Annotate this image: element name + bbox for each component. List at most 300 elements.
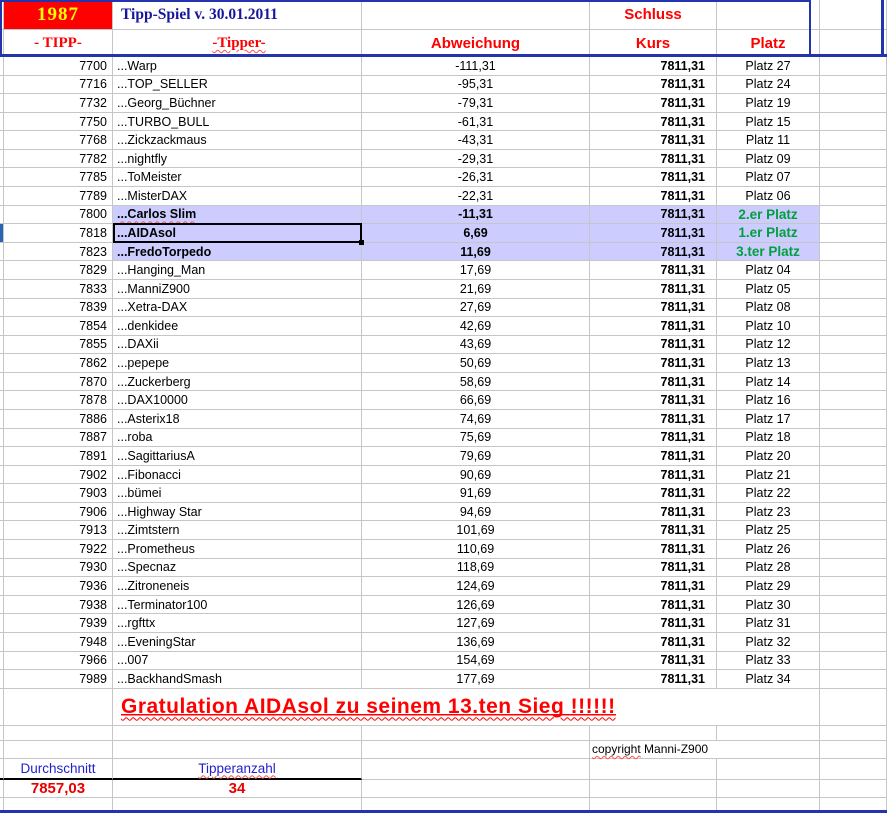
cell-tipper[interactable] <box>113 224 362 242</box>
cell-right-margin[interactable] <box>820 131 887 149</box>
cell-right-margin[interactable] <box>820 484 887 502</box>
cell-tipper[interactable] <box>113 447 362 465</box>
cell-platz[interactable]: Platz 18 <box>717 429 820 447</box>
empty-cell[interactable] <box>362 780 590 797</box>
empty-cell[interactable] <box>717 759 820 780</box>
table-row[interactable] <box>0 261 887 280</box>
cell-tipper[interactable] <box>113 94 362 112</box>
cell-right-margin[interactable] <box>820 280 887 298</box>
table-row[interactable] <box>0 652 887 671</box>
cell-right-margin[interactable] <box>820 243 887 261</box>
cell-tipp[interactable]: 7887 <box>4 429 113 447</box>
tipper-name: ...ManniZ900 <box>117 281 190 296</box>
cell-tipper[interactable] <box>113 503 362 521</box>
cell-platz[interactable]: Platz 23 <box>717 503 820 521</box>
cell-right-margin[interactable] <box>820 614 887 632</box>
header-empty-cell[interactable] <box>820 0 887 29</box>
cell-platz[interactable]: 3.ter Platz <box>717 243 820 261</box>
durchschnitt-value-cell[interactable] <box>4 780 113 797</box>
tipp-column-header[interactable] <box>4 30 113 57</box>
cell-kurs[interactable]: 7811,31 <box>590 391 717 409</box>
cell-platz[interactable]: Platz 19 <box>717 94 820 112</box>
cell-kurs[interactable]: 7811,31 <box>590 373 717 391</box>
cell-right-margin[interactable] <box>820 652 887 670</box>
tipper-name: ...Specnaz <box>117 560 177 575</box>
table-row[interactable] <box>0 521 887 540</box>
cell-right-margin[interactable] <box>820 466 887 484</box>
cell-kurs[interactable]: 7811,31 <box>590 429 717 447</box>
cell-tipp[interactable]: 7930 <box>4 559 113 577</box>
cell-abweichung[interactable]: -43,31 <box>362 131 590 149</box>
empty-cell[interactable] <box>113 726 362 740</box>
cell-platz[interactable]: Platz 24 <box>717 76 820 94</box>
cell-tipper[interactable] <box>113 484 362 502</box>
table-row[interactable] <box>0 317 887 336</box>
cell-abweichung[interactable]: 42,69 <box>362 317 590 335</box>
tipper-name: ...Hanging_Man <box>117 263 206 278</box>
table-row[interactable] <box>0 206 887 225</box>
tipper-name: ...Highway Star <box>117 504 202 519</box>
cell-tipp[interactable]: 7854 <box>4 317 113 335</box>
empty-cell[interactable] <box>590 759 717 780</box>
empty-cell[interactable] <box>820 726 887 740</box>
table-row[interactable] <box>0 354 887 373</box>
cell-tipp[interactable]: 7939 <box>4 614 113 632</box>
cell-tipp[interactable]: 7768 <box>4 131 113 149</box>
cell-tipper[interactable] <box>113 466 362 484</box>
cell-abweichung[interactable]: 118,69 <box>362 559 590 577</box>
cell-tipp[interactable]: 7833 <box>4 280 113 298</box>
table-row[interactable] <box>0 577 887 596</box>
cell-tipper[interactable] <box>113 317 362 335</box>
cell-tipper[interactable] <box>113 614 362 632</box>
cell-tipper[interactable] <box>113 521 362 539</box>
tipper-column-header[interactable] <box>113 30 362 57</box>
header-empty-cell[interactable] <box>820 30 887 57</box>
cell-platz[interactable]: Platz 34 <box>717 670 820 688</box>
table-row[interactable] <box>0 540 887 559</box>
cell-tipp[interactable]: 7989 <box>4 670 113 688</box>
cell-kurs[interactable]: 7811,31 <box>590 559 717 577</box>
table-row[interactable] <box>0 391 887 410</box>
cell-platz[interactable]: Platz 10 <box>717 317 820 335</box>
cell-kurs[interactable]: 7811,31 <box>590 354 717 372</box>
cell-platz[interactable]: Platz 17 <box>717 410 820 428</box>
table-row[interactable] <box>0 187 887 206</box>
cell-right-margin[interactable] <box>820 391 887 409</box>
empty-cell[interactable] <box>4 689 113 725</box>
cell-abweichung[interactable]: 124,69 <box>362 577 590 595</box>
cell-tipper[interactable] <box>113 354 362 372</box>
cell-platz[interactable]: Platz 20 <box>717 447 820 465</box>
table-row[interactable] <box>0 224 887 243</box>
cell-platz[interactable]: Platz 33 <box>717 652 820 670</box>
tipper-name: ...Prometheus <box>117 541 195 556</box>
cell-right-margin[interactable] <box>820 76 887 94</box>
cell-tipp[interactable]: 7902 <box>4 466 113 484</box>
cell-platz[interactable]: Platz 27 <box>717 57 820 75</box>
cell-platz[interactable]: Platz 32 <box>717 633 820 651</box>
cell-platz[interactable]: Platz 30 <box>717 596 820 614</box>
cell-right-margin[interactable] <box>820 57 887 75</box>
cell-abweichung[interactable]: 154,69 <box>362 652 590 670</box>
table-row[interactable] <box>0 466 887 485</box>
cell-kurs[interactable]: 7811,31 <box>590 206 717 224</box>
tipper-name: ...Georg_Büchner <box>117 95 216 110</box>
empty-cell[interactable] <box>590 780 717 797</box>
cell-tipper[interactable] <box>113 76 362 94</box>
cell-kurs[interactable]: 7811,31 <box>590 94 717 112</box>
cell-tipp[interactable]: 7800 <box>4 206 113 224</box>
cell-abweichung[interactable]: 136,69 <box>362 633 590 651</box>
table-row[interactable] <box>0 559 887 578</box>
cell-tipp[interactable]: 7878 <box>4 391 113 409</box>
tipper-name: ...Terminator100 <box>117 597 208 612</box>
cell-kurs[interactable]: 7811,31 <box>590 466 717 484</box>
cell-tipper[interactable] <box>113 243 362 261</box>
cell-right-margin[interactable] <box>820 150 887 168</box>
cell-tipper[interactable] <box>113 206 362 224</box>
cell-right-margin[interactable] <box>820 206 887 224</box>
cell-tipper[interactable] <box>113 280 362 298</box>
empty-cell[interactable] <box>820 759 887 780</box>
cell-right-margin[interactable] <box>820 113 887 131</box>
cell-tipp[interactable]: 7913 <box>4 521 113 539</box>
cell-platz[interactable]: Platz 14 <box>717 373 820 391</box>
cell-abweichung[interactable]: 90,69 <box>362 466 590 484</box>
cell-abweichung[interactable]: -29,31 <box>362 150 590 168</box>
table-row[interactable] <box>0 429 887 448</box>
cell-platz[interactable]: Platz 11 <box>717 131 820 149</box>
tipper-name: ...Zitroneneis <box>117 578 190 593</box>
cell-right-margin[interactable] <box>820 577 887 595</box>
tipperanzahl-label: Tipperanzahl <box>198 760 276 776</box>
empty-cell[interactable] <box>362 741 590 758</box>
cell-abweichung[interactable]: 66,69 <box>362 391 590 409</box>
tipper-name: ...Zickzackmaus <box>117 133 207 148</box>
cell-kurs[interactable]: 7811,31 <box>590 336 717 354</box>
table-row[interactable] <box>0 243 887 262</box>
cell-kurs[interactable]: 7811,31 <box>590 503 717 521</box>
cell-platz[interactable]: Platz 07 <box>717 168 820 186</box>
cell-tipp[interactable]: 7785 <box>4 168 113 186</box>
table-row[interactable] <box>0 131 887 150</box>
cell-abweichung[interactable]: 101,69 <box>362 521 590 539</box>
cell-platz[interactable]: Platz 29 <box>717 577 820 595</box>
cell-kurs[interactable]: 7811,31 <box>590 150 717 168</box>
empty-cell[interactable] <box>590 726 717 740</box>
table-row[interactable] <box>0 503 887 522</box>
cell-tipper[interactable] <box>113 261 362 279</box>
cell-right-margin[interactable] <box>820 354 887 372</box>
cell-right-margin[interactable] <box>820 429 887 447</box>
cell-kurs[interactable]: 7811,31 <box>590 633 717 651</box>
cell-kurs[interactable]: 7811,31 <box>590 596 717 614</box>
cell-platz[interactable]: Platz 22 <box>717 484 820 502</box>
empty-row <box>0 726 887 741</box>
cell-tipper[interactable] <box>113 596 362 614</box>
durchschnitt-label: Durchschnitt <box>20 760 96 776</box>
schluss-header-cell[interactable] <box>590 0 717 29</box>
platz-column-header[interactable] <box>717 30 820 57</box>
empty-cell[interactable] <box>820 780 887 797</box>
cell-abweichung[interactable]: 6,69 <box>362 224 590 242</box>
cell-tipp[interactable]: 7922 <box>4 540 113 558</box>
cell-kurs[interactable]: 7811,31 <box>590 540 717 558</box>
cell-tipp[interactable]: 7886 <box>4 410 113 428</box>
cell-kurs[interactable]: 7811,31 <box>590 577 717 595</box>
cell-abweichung[interactable]: 43,69 <box>362 336 590 354</box>
cell-right-margin[interactable] <box>820 168 887 186</box>
table-row[interactable] <box>0 76 887 95</box>
cell-tipper[interactable] <box>113 410 362 428</box>
cell-right-margin[interactable] <box>820 187 887 205</box>
table-row[interactable] <box>0 373 887 392</box>
table-row[interactable] <box>0 633 887 652</box>
tipper-name: ...SagittariusA <box>117 448 195 463</box>
table-row[interactable] <box>0 484 887 503</box>
table-row[interactable] <box>0 150 887 169</box>
cell-abweichung[interactable]: 21,69 <box>362 280 590 298</box>
durchschnitt-label-cell[interactable] <box>4 759 113 780</box>
cell-tipp[interactable]: 7839 <box>4 299 113 317</box>
cell-abweichung[interactable]: 177,69 <box>362 670 590 688</box>
copyright-row <box>0 741 887 759</box>
cell-right-margin[interactable] <box>820 317 887 335</box>
cell-abweichung[interactable]: 74,69 <box>362 410 590 428</box>
empty-cell[interactable] <box>717 780 820 797</box>
kurs-column-header[interactable] <box>590 30 717 57</box>
cell-kurs[interactable]: 7811,31 <box>590 113 717 131</box>
cell-abweichung[interactable]: 127,69 <box>362 614 590 632</box>
cell-kurs[interactable]: 7811,31 <box>590 261 717 279</box>
abweichung-column-header[interactable] <box>362 30 590 57</box>
cell-tipper[interactable] <box>113 540 362 558</box>
copyright-cell[interactable] <box>590 741 820 758</box>
cell-tipper[interactable] <box>113 429 362 447</box>
cell-right-margin[interactable] <box>820 410 887 428</box>
cell-kurs[interactable]: 7811,31 <box>590 652 717 670</box>
table-row[interactable] <box>0 113 887 132</box>
cell-tipper[interactable] <box>113 373 362 391</box>
tipperanzahl-value-cell[interactable] <box>113 780 362 797</box>
sheet-title: Tipp-Spiel v. 30.01.2011 <box>121 5 278 23</box>
cell-tipp[interactable]: 7700 <box>4 57 113 75</box>
cell-platz[interactable]: Platz 28 <box>717 559 820 577</box>
cell-tipp[interactable]: 7936 <box>4 577 113 595</box>
cell-abweichung[interactable]: 27,69 <box>362 299 590 317</box>
cell-tipp[interactable]: 7789 <box>4 187 113 205</box>
cell-right-margin[interactable] <box>820 447 887 465</box>
empty-cell[interactable] <box>717 726 820 740</box>
tipper-name: ...TOP_SELLER <box>117 77 208 92</box>
cell-kurs[interactable]: 7811,31 <box>590 670 717 688</box>
cell-abweichung[interactable]: -11,31 <box>362 206 590 224</box>
cell-right-margin[interactable] <box>820 670 887 688</box>
empty-cell[interactable] <box>4 726 113 740</box>
cell-tipper[interactable] <box>113 336 362 354</box>
empty-cell[interactable] <box>113 741 362 758</box>
cell-tipper[interactable] <box>113 577 362 595</box>
cell-tipp[interactable]: 7862 <box>4 354 113 372</box>
cell-abweichung[interactable]: -79,31 <box>362 94 590 112</box>
empty-cell[interactable] <box>362 759 590 780</box>
table-row[interactable] <box>0 299 887 318</box>
cell-abweichung[interactable]: 110,69 <box>362 540 590 558</box>
cell-tipp[interactable]: 7855 <box>4 336 113 354</box>
cell-platz[interactable]: Platz 16 <box>717 391 820 409</box>
cell-platz[interactable]: Platz 31 <box>717 614 820 632</box>
cell-right-margin[interactable] <box>820 261 887 279</box>
cell-kurs[interactable]: 7811,31 <box>590 299 717 317</box>
cell-tipp[interactable]: 7829 <box>4 261 113 279</box>
cell-tipp[interactable]: 7732 <box>4 94 113 112</box>
cell-tipp[interactable]: 7818 <box>4 224 113 242</box>
cell-right-margin[interactable] <box>820 540 887 558</box>
cell-tipp[interactable]: 7870 <box>4 373 113 391</box>
cell-abweichung[interactable]: 79,69 <box>362 447 590 465</box>
cell-platz[interactable]: Platz 08 <box>717 299 820 317</box>
cell-kurs[interactable]: 7811,31 <box>590 224 717 242</box>
cell-platz[interactable]: Platz 26 <box>717 540 820 558</box>
table-row[interactable] <box>0 280 887 299</box>
cell-tipper[interactable] <box>113 633 362 651</box>
cell-tipp[interactable]: 7823 <box>4 243 113 261</box>
cell-platz[interactable]: Platz 06 <box>717 187 820 205</box>
cell-tipp[interactable]: 7938 <box>4 596 113 614</box>
tipper-name: ...roba <box>117 430 153 445</box>
cell-platz[interactable]: Platz 09 <box>717 150 820 168</box>
tipperanzahl-label-cell[interactable] <box>113 759 362 780</box>
header-row-top <box>0 0 887 30</box>
cell-abweichung[interactable]: 126,69 <box>362 596 590 614</box>
cell-abweichung[interactable]: 50,69 <box>362 354 590 372</box>
header-empty-cell[interactable] <box>717 0 820 29</box>
cell-right-margin[interactable] <box>820 633 887 651</box>
empty-cell[interactable] <box>4 741 113 758</box>
cell-abweichung[interactable]: 75,69 <box>362 429 590 447</box>
cell-right-margin[interactable] <box>820 503 887 521</box>
table-row[interactable] <box>0 57 887 76</box>
empty-cell[interactable] <box>820 689 887 725</box>
cell-kurs[interactable]: 7811,31 <box>590 521 717 539</box>
table-row[interactable] <box>0 670 887 689</box>
tipper-name: ...pepepe <box>117 356 170 371</box>
table-row[interactable] <box>0 168 887 187</box>
cell-kurs[interactable]: 7811,31 <box>590 484 717 502</box>
cell-tipp[interactable]: 7891 <box>4 447 113 465</box>
table-row[interactable] <box>0 94 887 113</box>
cell-platz[interactable]: Platz 21 <box>717 466 820 484</box>
cell-kurs[interactable]: 7811,31 <box>590 243 717 261</box>
cell-kurs[interactable]: 7811,31 <box>590 76 717 94</box>
cell-tipp[interactable]: 7948 <box>4 633 113 651</box>
year-cell[interactable] <box>4 0 113 29</box>
header-empty-cell[interactable] <box>362 0 590 29</box>
cell-platz[interactable]: 2.er Platz <box>717 206 820 224</box>
cell-platz[interactable]: Platz 13 <box>717 354 820 372</box>
tipper-name: ...TURBO_BULL <box>117 114 210 129</box>
cell-tipper[interactable] <box>113 168 362 186</box>
cell-right-margin[interactable] <box>820 336 887 354</box>
table-row[interactable] <box>0 447 887 466</box>
cell-abweichung[interactable]: 58,69 <box>362 373 590 391</box>
cell-tipper[interactable] <box>113 131 362 149</box>
cell-kurs[interactable]: 7811,31 <box>590 614 717 632</box>
cell-tipper[interactable] <box>113 652 362 670</box>
cell-abweichung[interactable]: 17,69 <box>362 261 590 279</box>
tipper-name: ...MisterDAX <box>117 188 188 203</box>
title-cell[interactable] <box>113 0 362 29</box>
cell-tipper[interactable] <box>113 150 362 168</box>
cell-tipper[interactable] <box>113 391 362 409</box>
empty-cell[interactable] <box>362 726 590 740</box>
table-row[interactable] <box>0 410 887 429</box>
cell-kurs[interactable]: 7811,31 <box>590 447 717 465</box>
cell-right-margin[interactable] <box>820 373 887 391</box>
table-row[interactable] <box>0 614 887 633</box>
cell-abweichung[interactable]: 91,69 <box>362 484 590 502</box>
cell-tipper[interactable] <box>113 670 362 688</box>
cell-tipp[interactable]: 7716 <box>4 76 113 94</box>
cell-kurs[interactable]: 7811,31 <box>590 410 717 428</box>
cell-right-margin[interactable] <box>820 596 887 614</box>
cell-abweichung[interactable]: -22,31 <box>362 187 590 205</box>
cell-platz[interactable]: 1.er Platz <box>717 224 820 242</box>
cell-right-margin[interactable] <box>820 94 887 112</box>
cell-tipper[interactable] <box>113 57 362 75</box>
cell-platz[interactable]: Platz 05 <box>717 280 820 298</box>
cell-abweichung[interactable]: -111,31 <box>362 57 590 75</box>
cell-right-margin[interactable] <box>820 521 887 539</box>
cell-right-margin[interactable] <box>820 299 887 317</box>
cell-right-margin[interactable] <box>820 224 887 242</box>
cell-abweichung[interactable]: 94,69 <box>362 503 590 521</box>
cell-abweichung[interactable]: -95,31 <box>362 76 590 94</box>
cell-right-margin[interactable] <box>820 559 887 577</box>
cell-tipp[interactable]: 7903 <box>4 484 113 502</box>
tipper-name: ...Zimtstern <box>117 523 180 538</box>
cell-tipper[interactable] <box>113 187 362 205</box>
empty-cell[interactable] <box>820 741 887 758</box>
cell-tipper[interactable] <box>113 559 362 577</box>
cell-abweichung[interactable]: -26,31 <box>362 168 590 186</box>
table-row[interactable] <box>0 596 887 615</box>
cell-kurs[interactable]: 7811,31 <box>590 131 717 149</box>
cell-tipp[interactable]: 7750 <box>4 113 113 131</box>
cell-kurs[interactable]: 7811,31 <box>590 280 717 298</box>
cell-kurs[interactable]: 7811,31 <box>590 57 717 75</box>
table-row[interactable] <box>0 336 887 355</box>
cell-kurs[interactable]: 7811,31 <box>590 317 717 335</box>
cell-tipp[interactable]: 7782 <box>4 150 113 168</box>
cell-platz[interactable]: Platz 25 <box>717 521 820 539</box>
cell-abweichung[interactable]: 11,69 <box>362 243 590 261</box>
cell-platz[interactable]: Platz 04 <box>717 261 820 279</box>
cell-abweichung[interactable]: -61,31 <box>362 113 590 131</box>
cell-platz[interactable]: Platz 15 <box>717 113 820 131</box>
cell-platz[interactable]: Platz 12 <box>717 336 820 354</box>
congrats-cell[interactable] <box>113 689 820 725</box>
cell-tipp[interactable]: 7966 <box>4 652 113 670</box>
cell-kurs[interactable]: 7811,31 <box>590 187 717 205</box>
cell-kurs[interactable]: 7811,31 <box>590 168 717 186</box>
cell-tipp[interactable]: 7906 <box>4 503 113 521</box>
copyright-label: copyright Manni-Z900 <box>592 742 709 757</box>
tipper-name: ...DAX10000 <box>117 393 188 408</box>
cell-tipper[interactable] <box>113 113 362 131</box>
cell-tipper[interactable] <box>113 299 362 317</box>
